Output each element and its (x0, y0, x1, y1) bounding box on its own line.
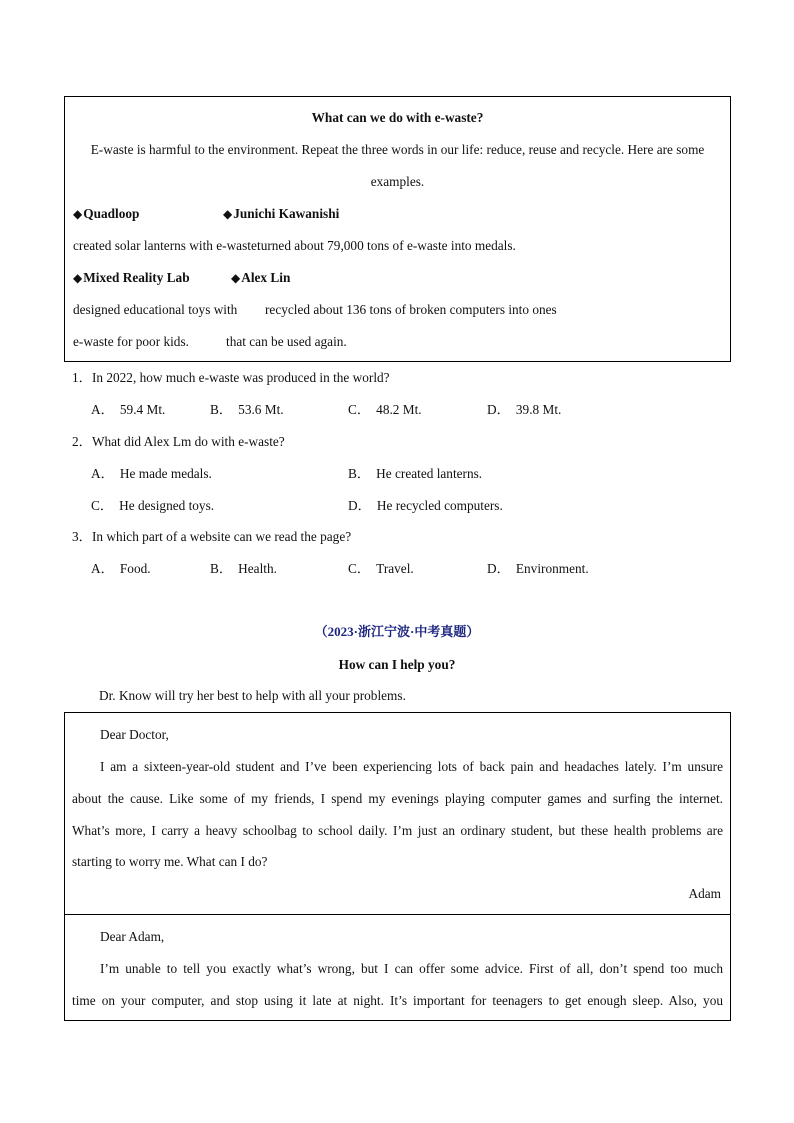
option-2b[interactable]: B． He created lanterns. (348, 466, 483, 481)
source-tag: （2023·浙江宁波·中考真题） (314, 624, 480, 639)
option-1a[interactable]: A． 59.4 Mt. (91, 402, 166, 417)
letter1-greeting: Dear Doctor, (100, 727, 169, 742)
entry-mixed-reality-heading (73, 270, 190, 286)
entry-kawanishi-heading (223, 206, 339, 222)
question-text: In 2022, how much e-waste was produced in the world? (91, 370, 390, 385)
option-3a[interactable]: A． Food. (91, 561, 151, 576)
ewaste-title: What can we do with e-waste? (311, 110, 484, 125)
question-number: 1． (72, 370, 92, 385)
letters-box (64, 712, 731, 1021)
ewaste-info-box (64, 96, 731, 362)
section-intro: Dr. Know will try her best to help with all your problems. (99, 688, 406, 703)
question-number: 3． (72, 529, 92, 544)
option-2c[interactable]: C． He designed toys. (91, 498, 215, 513)
entry-alex-lin-heading (231, 270, 290, 286)
option-1b[interactable]: B． 53.6 Mt. (210, 402, 284, 417)
entry-name: Alex Lin (241, 270, 291, 285)
letter1-line-2: about the cause. Like some of my friends, I spend my evenings playing computer games and surfing the internet. (72, 791, 723, 806)
ewaste-intro-line2: examples. (370, 174, 425, 189)
entry-quadloop-desc: created solar lanterns with e-waste. (73, 238, 261, 253)
option-2d[interactable]: D． He recycled computers. (348, 498, 503, 513)
entry-mixed-reality-desc-2: e-waste for poor kids. (73, 334, 189, 349)
letter2-line-2: time on your computer, and stop using it late at night. It’s important for teenagers to get enough sleep. Also, you (72, 993, 723, 1008)
question-1-stem (72, 370, 390, 386)
section-title: How can I help you? (338, 657, 456, 672)
letter2-line-1: I’m unable to tell you exactly what’s wrong, but I can offer some advice. First of all, don’t spend too much (100, 961, 723, 976)
option-3d[interactable]: D． Environment. (487, 561, 589, 576)
option-3b[interactable]: B． Health. (210, 561, 277, 576)
entry-kawanishi-desc: turned about 79,000 tons of e-waste into medals. (257, 238, 516, 253)
diamond-bullet-icon: ◆ (223, 207, 233, 221)
entry-name: Mixed Reality Lab (83, 270, 190, 285)
entry-alex-lin-desc-2: that can be used again. (226, 334, 347, 349)
question-text: What did Alex Lm do with e-waste? (91, 434, 285, 449)
question-text: In which part of a website can we read the page? (91, 529, 352, 544)
letter1-line-3: What’s more, I carry a heavy schoolbag to school daily. I’m just an ordinary student, but these health problems are (72, 823, 723, 838)
entry-quadloop-heading (73, 206, 139, 222)
letter2-greeting: Dear Adam, (100, 929, 165, 944)
option-1c[interactable]: C． 48.2 Mt. (348, 402, 422, 417)
diamond-bullet-icon: ◆ (231, 271, 241, 285)
entry-alex-lin-desc-1: recycled about 136 tons of broken computers into ones (265, 302, 557, 317)
diamond-bullet-icon: ◆ (73, 207, 83, 221)
question-3-stem (72, 529, 351, 545)
letter1-line-1: I am a sixteen-year-old student and I’ve been experiencing lots of back pain and headaches lately. I’m unsure (100, 759, 723, 774)
diamond-bullet-icon: ◆ (73, 271, 83, 285)
question-2-stem (72, 434, 285, 450)
letter1-signature: Adam (688, 886, 721, 901)
option-3c[interactable]: C． Travel. (348, 561, 414, 576)
entry-name: Quadloop (83, 206, 140, 221)
entry-mixed-reality-desc-1: designed educational toys with (73, 302, 238, 317)
option-1d[interactable]: D． 39.8 Mt. (487, 402, 562, 417)
letter-divider (65, 914, 730, 915)
ewaste-intro-line1: E-waste is harmful to the environment. Repeat the three words in our life: reduce, reuse and recycle. Here are some (90, 142, 705, 157)
letter1-line-4: starting to worry me. What can I do? (72, 854, 268, 869)
entry-name: Junichi Kawanishi (233, 206, 340, 221)
question-number: 2． (72, 434, 92, 449)
option-2a[interactable]: A． He made medals. (91, 466, 212, 481)
